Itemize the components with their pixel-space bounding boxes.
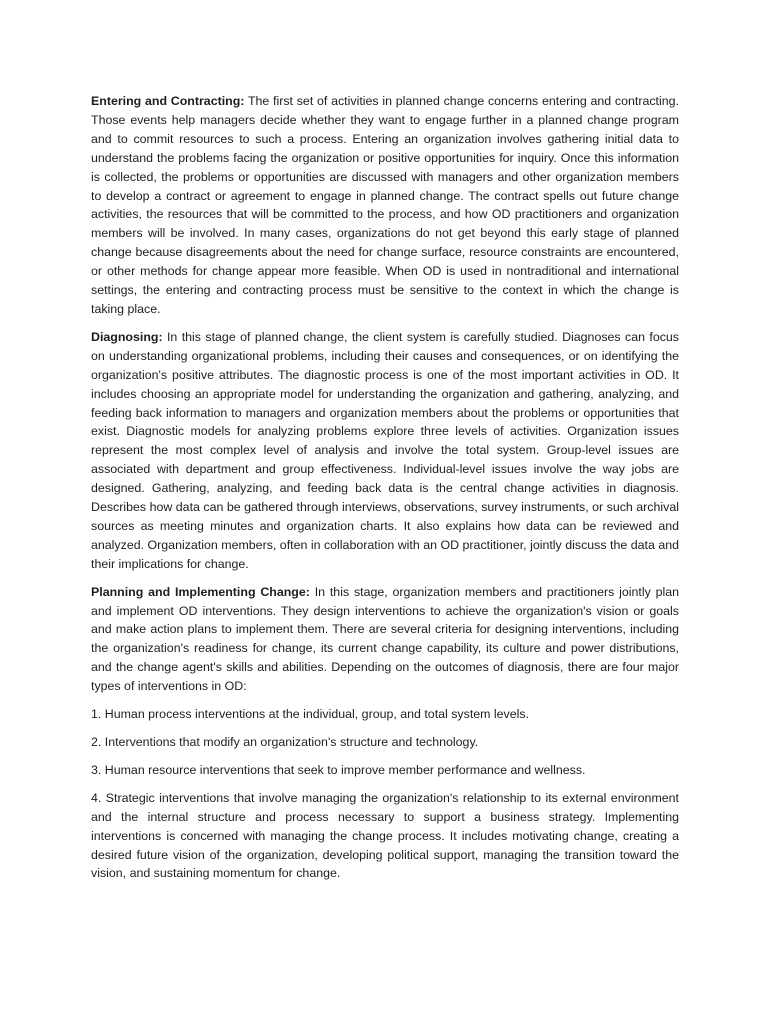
section-heading: Entering and Contracting: [91, 94, 245, 108]
section-heading: Planning and Implementing Change: [91, 584, 310, 599]
section-body: In this stage of planned change, the client system is carefully studied. Diagnoses can focus on understanding organizational problems, including their causes and consequences, or on identifying the organization's positive attributes. The diagnostic process is one of the most important activities in OD. It includes choosing an appropriate model for understanding the organization and gathering, analyzing, and feeding back information to managers and organization members about the problems or opportunities that exist. Diagnostic models for analyzing problems explore three levels of activities. Organization issues represent the most complex level of analysis and involve the total system. Group-level issues are associated with department and group effectiveness. Individual-level issues involve the way jobs are designed. Gathering, analyzing, and feeding back data is the central change activities in diagnosis. Describes how data can be gathered through interviews, observations, survey instruments, or such archival sources as meeting minutes and organization charts. It also explains how data can be reviewed and analyzed. Organization members, often in collaboration with an OD practitioner, jointly discuss the data and their implications for change. [91, 329, 679, 571]
section-body: The first set of activities in planned change concerns entering and contracting. Those events help managers decide whether they want to engage further in a planned change program and to commit resources to such a process. Entering an organization involves gathering initial data to understand the problems facing the organization or positive opportunities for inquiry. Once this information is collected, the problems or opportunities are discussed with managers and other organization members to develop a contract or agreement to engage in planned change. The contract spells out future change activities, the resources that will be committed to the process, and how OD practitioners and organization members will be involved. In many cases, organizations do not get beyond this early stage of planned change because disagreements about the need for change surface, resource constraints are encountered, or other methods for change appear more feasible. When OD is used in nontraditional and international settings, the entering and contracting process must be sensitive to the context in which the change is taking place. [91, 94, 679, 316]
list-item: 2. Interventions that modify an organization's structure and technology. [91, 735, 479, 749]
section-planning-implementing [91, 583, 679, 696]
list-item: 4. Strategic interventions that involve managing the organization's relationship to its external environment and the internal structure and process necessary to support a business strategy. Implementing interventions is concerned with managing the change process. It includes motivating change, creating a desired future vision of the organization, developing political support, managing the transition toward the vision, and sustaining momentum for change. [91, 790, 679, 881]
list-item: 1. Human process interventions at the individual, group, and total system levels. [91, 707, 530, 722]
section-heading: Diagnosing: [91, 329, 163, 344]
section-body: In this stage, organization members and practitioners jointly plan and implement OD interventions. They design interventions to achieve the organization's vision or goals and make action plans to implement them. There are several criteria for designing interventions, including the organization's readiness for change, its current change capability, its culture and power distributions, and the change agent's skills and abilities. Depending on the outcomes of diagnosis, there are four major types of interventions in OD: [91, 584, 680, 694]
list-item: 3. Human resource interventions that seek to improve member performance and wellness. [91, 762, 586, 777]
section-entering-contracting [91, 92, 679, 319]
document-page [91, 92, 679, 892]
section-diagnosing [91, 328, 679, 574]
